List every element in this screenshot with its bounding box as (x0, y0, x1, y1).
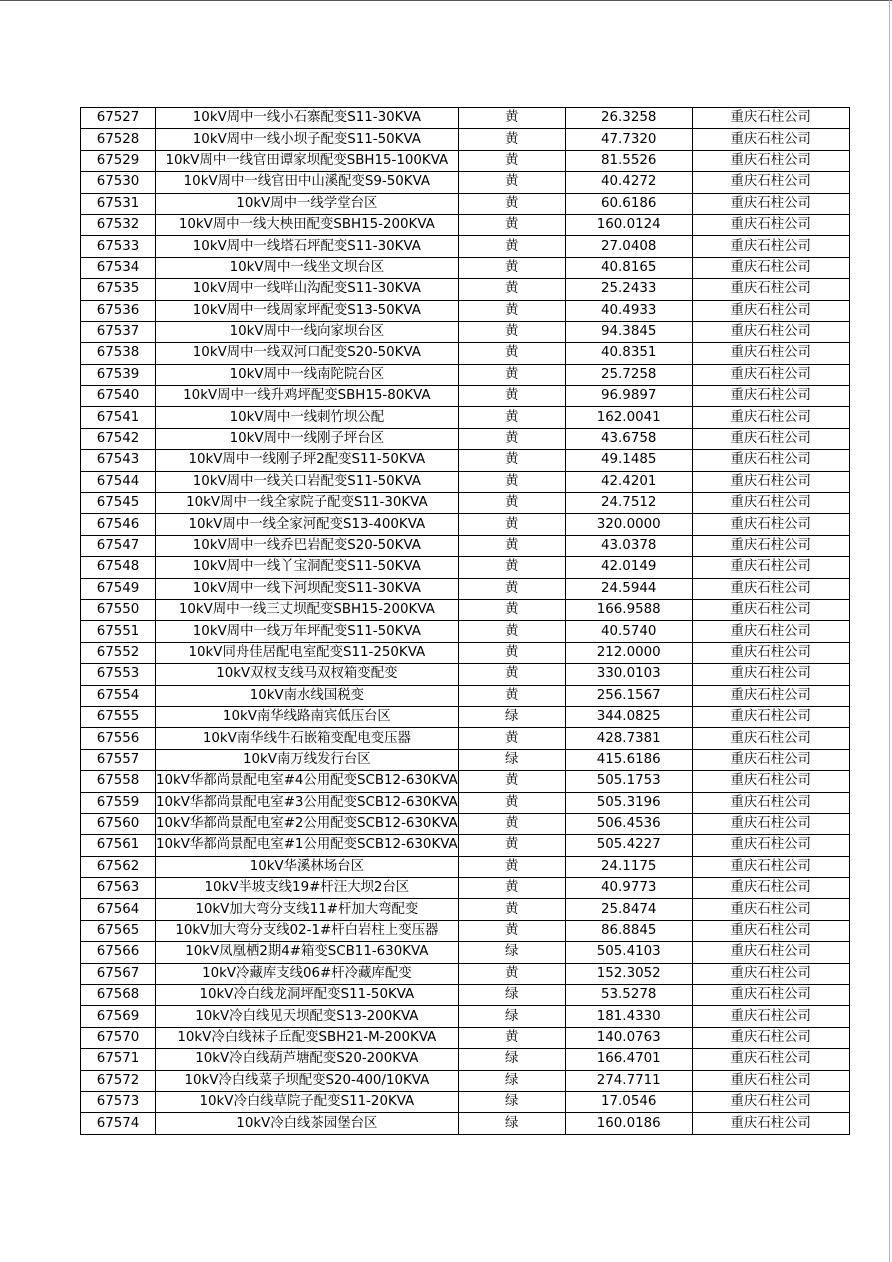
row-id-cell: 67532 (81, 214, 156, 235)
company-cell: 重庆石柱公司 (692, 963, 849, 984)
color-grade-cell: 黄 (458, 471, 565, 492)
company-cell: 重庆石柱公司 (692, 279, 849, 300)
company-cell: 重庆石柱公司 (692, 428, 849, 449)
station-name-cell: 10kV南华线路南宾低压台区 (156, 706, 459, 727)
value-cell: 24.7512 (565, 493, 692, 514)
company-cell: 重庆石柱公司 (692, 450, 849, 471)
station-name-cell: 10kV冷白线见天坝配变S13-200KVA (156, 1006, 459, 1027)
row-id-cell: 67563 (81, 878, 156, 899)
company-cell: 重庆石柱公司 (692, 813, 849, 834)
value-cell: 96.9897 (565, 386, 692, 407)
table-row (81, 813, 850, 834)
table-row (81, 664, 850, 685)
table-row (81, 920, 850, 941)
table-row (81, 257, 850, 278)
value-cell: 40.4272 (565, 172, 692, 193)
color-grade-cell: 绿 (458, 942, 565, 963)
row-id-cell: 67541 (81, 407, 156, 428)
value-cell: 81.5526 (565, 150, 692, 171)
color-grade-cell: 黄 (458, 664, 565, 685)
station-name-cell: 10kV周中一线下河坝配变S11-30KVA (156, 578, 459, 599)
data-table (80, 107, 850, 1135)
table-row (81, 856, 850, 877)
row-id-cell: 67545 (81, 493, 156, 514)
color-grade-cell: 绿 (458, 1113, 565, 1134)
table-row (81, 129, 850, 150)
row-id-cell: 67553 (81, 664, 156, 685)
station-name-cell: 10kV华溪林场台区 (156, 856, 459, 877)
value-cell: 17.0546 (565, 1091, 692, 1112)
value-cell: 40.5740 (565, 621, 692, 642)
color-grade-cell: 黄 (458, 386, 565, 407)
value-cell: 40.9773 (565, 878, 692, 899)
station-name-cell: 10kV周中一线学堂台区 (156, 193, 459, 214)
color-grade-cell: 黄 (458, 835, 565, 856)
company-cell: 重庆石柱公司 (692, 920, 849, 941)
row-id-cell: 67572 (81, 1070, 156, 1091)
table-row (81, 599, 850, 620)
company-cell: 重庆石柱公司 (692, 856, 849, 877)
table-row (81, 493, 850, 514)
value-cell: 25.7258 (565, 364, 692, 385)
color-grade-cell: 黄 (458, 300, 565, 321)
color-grade-cell: 黄 (458, 172, 565, 193)
station-name-cell: 10kV冷白线菜子坝配变S20-400/10KVA (156, 1070, 459, 1091)
color-grade-cell: 绿 (458, 985, 565, 1006)
row-id-cell: 67561 (81, 835, 156, 856)
row-id-cell: 67538 (81, 343, 156, 364)
table-row (81, 364, 850, 385)
table-row (81, 471, 850, 492)
company-cell: 重庆石柱公司 (692, 749, 849, 770)
company-cell: 重庆石柱公司 (692, 386, 849, 407)
row-id-cell: 67548 (81, 557, 156, 578)
company-cell: 重庆石柱公司 (692, 150, 849, 171)
color-grade-cell: 黄 (458, 150, 565, 171)
station-name-cell: 10kV周中一线丫宝洞配变S11-50KVA (156, 557, 459, 578)
table-row (81, 557, 850, 578)
table-row (81, 172, 850, 193)
value-cell: 42.0149 (565, 557, 692, 578)
station-name-cell: 10kV冷白线龙洞坪配变S11-50KVA (156, 985, 459, 1006)
value-cell: 256.1567 (565, 685, 692, 706)
value-cell: 27.0408 (565, 236, 692, 257)
row-id-cell: 67535 (81, 279, 156, 300)
table-row (81, 1006, 850, 1027)
color-grade-cell: 黄 (458, 792, 565, 813)
company-cell: 重庆石柱公司 (692, 621, 849, 642)
station-name-cell: 10kV双杈支线马双杈箱变配变 (156, 664, 459, 685)
color-grade-cell: 黄 (458, 878, 565, 899)
company-cell: 重庆石柱公司 (692, 236, 849, 257)
station-name-cell: 10kV加大弯分支线02-1#杆白岩柱上变压器 (156, 920, 459, 941)
station-name-cell: 10kV周中一线刚子坪台区 (156, 428, 459, 449)
row-id-cell: 67546 (81, 514, 156, 535)
value-cell: 94.3845 (565, 321, 692, 342)
table-row (81, 1027, 850, 1048)
row-id-cell: 67565 (81, 920, 156, 941)
row-id-cell: 67571 (81, 1049, 156, 1070)
station-name-cell: 10kV华都尚景配电室#1公用配变SCB12-630KVA (156, 835, 459, 856)
company-cell: 重庆石柱公司 (692, 493, 849, 514)
table-row (81, 963, 850, 984)
row-id-cell: 67531 (81, 193, 156, 214)
row-id-cell: 67567 (81, 963, 156, 984)
value-cell: 25.2433 (565, 279, 692, 300)
company-cell: 重庆石柱公司 (692, 1049, 849, 1070)
value-cell: 505.4227 (565, 835, 692, 856)
station-name-cell: 10kV周中一线官田谭家坝配变SBH15-100KVA (156, 150, 459, 171)
table-row (81, 428, 850, 449)
station-name-cell: 10kV周中一线坐文坝台区 (156, 257, 459, 278)
row-id-cell: 67557 (81, 749, 156, 770)
color-grade-cell: 黄 (458, 920, 565, 941)
value-cell: 160.0186 (565, 1113, 692, 1134)
color-grade-cell: 黄 (458, 214, 565, 235)
value-cell: 25.8474 (565, 899, 692, 920)
row-id-cell: 67534 (81, 257, 156, 278)
value-cell: 43.6758 (565, 428, 692, 449)
color-grade-cell: 绿 (458, 1070, 565, 1091)
color-grade-cell: 黄 (458, 236, 565, 257)
value-cell: 330.0103 (565, 664, 692, 685)
value-cell: 505.1753 (565, 771, 692, 792)
row-id-cell: 67542 (81, 428, 156, 449)
value-cell: 428.7381 (565, 728, 692, 749)
station-name-cell: 10kV周中一线大柍田配变SBH15-200KVA (156, 214, 459, 235)
table-row (81, 578, 850, 599)
station-name-cell: 10kV周中一线刚子坪2配变S11-50KVA (156, 450, 459, 471)
company-cell: 重庆石柱公司 (692, 407, 849, 428)
color-grade-cell: 黄 (458, 599, 565, 620)
row-id-cell: 67574 (81, 1113, 156, 1134)
company-cell: 重庆石柱公司 (692, 1027, 849, 1048)
station-name-cell: 10kV周中一线双河口配变S20-50KVA (156, 343, 459, 364)
table-row (81, 343, 850, 364)
company-cell: 重庆石柱公司 (692, 300, 849, 321)
station-name-cell: 10kV半坡支线19#杆汪大坝2台区 (156, 878, 459, 899)
row-id-cell: 67529 (81, 150, 156, 171)
color-grade-cell: 黄 (458, 621, 565, 642)
company-cell: 重庆石柱公司 (692, 835, 849, 856)
value-cell: 40.4933 (565, 300, 692, 321)
station-name-cell: 10kV周中一线塔石坪配变S11-30KVA (156, 236, 459, 257)
row-id-cell: 67544 (81, 471, 156, 492)
row-id-cell: 67527 (81, 108, 156, 129)
station-name-cell: 10kV南万线发行台区 (156, 749, 459, 770)
color-grade-cell: 黄 (458, 364, 565, 385)
color-grade-cell: 黄 (458, 193, 565, 214)
company-cell: 重庆石柱公司 (692, 1091, 849, 1112)
row-id-cell: 67549 (81, 578, 156, 599)
color-grade-cell: 黄 (458, 428, 565, 449)
station-name-cell: 10kV冷白线袜子丘配变SBH21-M-200KVA (156, 1027, 459, 1048)
color-grade-cell: 黄 (458, 535, 565, 556)
station-name-cell: 10kV周中一线咩山沟配变S11-30KVA (156, 279, 459, 300)
color-grade-cell: 黄 (458, 685, 565, 706)
row-id-cell: 67558 (81, 771, 156, 792)
company-cell: 重庆石柱公司 (692, 1113, 849, 1134)
value-cell: 505.3196 (565, 792, 692, 813)
station-name-cell: 10kV周中一线万年坪配变S11-50KVA (156, 621, 459, 642)
station-name-cell: 10kV加大弯分支线11#杆加大弯配变 (156, 899, 459, 920)
company-cell: 重庆石柱公司 (692, 664, 849, 685)
row-id-cell: 67559 (81, 792, 156, 813)
color-grade-cell: 黄 (458, 343, 565, 364)
value-cell: 181.4330 (565, 1006, 692, 1027)
row-id-cell: 67562 (81, 856, 156, 877)
value-cell: 49.1485 (565, 450, 692, 471)
row-id-cell: 67570 (81, 1027, 156, 1048)
station-name-cell: 10kV冷白线茶园堡台区 (156, 1113, 459, 1134)
company-cell: 重庆石柱公司 (692, 108, 849, 129)
station-name-cell: 10kV华都尚景配电室#3公用配变SCB12-630KVA (156, 792, 459, 813)
row-id-cell: 67537 (81, 321, 156, 342)
value-cell: 320.0000 (565, 514, 692, 535)
color-grade-cell: 黄 (458, 493, 565, 514)
row-id-cell: 67550 (81, 599, 156, 620)
station-name-cell: 10kV周中一线全家河配变S13-400KVA (156, 514, 459, 535)
company-cell: 重庆石柱公司 (692, 172, 849, 193)
table-row (81, 236, 850, 257)
company-cell: 重庆石柱公司 (692, 364, 849, 385)
row-id-cell: 67551 (81, 621, 156, 642)
company-cell: 重庆石柱公司 (692, 129, 849, 150)
value-cell: 42.4201 (565, 471, 692, 492)
table-row (81, 792, 850, 813)
color-grade-cell: 黄 (458, 514, 565, 535)
table-row (81, 1070, 850, 1091)
color-grade-cell: 黄 (458, 642, 565, 663)
row-id-cell: 67528 (81, 129, 156, 150)
color-grade-cell: 黄 (458, 1027, 565, 1048)
company-cell: 重庆石柱公司 (692, 1070, 849, 1091)
table-row (81, 771, 850, 792)
station-name-cell: 10kV周中一线小坝子配变S11-50KVA (156, 129, 459, 150)
table-row (81, 706, 850, 727)
color-grade-cell: 绿 (458, 1049, 565, 1070)
company-cell: 重庆石柱公司 (692, 578, 849, 599)
station-name-cell: 10kV冷藏库支线06#杆冷藏库配变 (156, 963, 459, 984)
value-cell: 53.5278 (565, 985, 692, 1006)
station-name-cell: 10kV周中一线刺竹坝公配 (156, 407, 459, 428)
value-cell: 140.0763 (565, 1027, 692, 1048)
table-row (81, 878, 850, 899)
row-id-cell: 67530 (81, 172, 156, 193)
table-row (81, 214, 850, 235)
table-row (81, 514, 850, 535)
table-row (81, 749, 850, 770)
value-cell: 86.8845 (565, 920, 692, 941)
row-id-cell: 67566 (81, 942, 156, 963)
table-body (81, 108, 850, 1135)
row-id-cell: 67568 (81, 985, 156, 1006)
table-row (81, 899, 850, 920)
color-grade-cell: 绿 (458, 706, 565, 727)
table-row (81, 535, 850, 556)
station-name-cell: 10kV周中一线周家坪配变S13-50KVA (156, 300, 459, 321)
value-cell: 152.3052 (565, 963, 692, 984)
table-row (81, 193, 850, 214)
value-cell: 26.3258 (565, 108, 692, 129)
value-cell: 506.4536 (565, 813, 692, 834)
value-cell: 24.1175 (565, 856, 692, 877)
row-id-cell: 67539 (81, 364, 156, 385)
color-grade-cell: 黄 (458, 771, 565, 792)
station-name-cell: 10kV周中一线南陀院台区 (156, 364, 459, 385)
row-id-cell: 67556 (81, 728, 156, 749)
company-cell: 重庆石柱公司 (692, 942, 849, 963)
company-cell: 重庆石柱公司 (692, 685, 849, 706)
value-cell: 160.0124 (565, 214, 692, 235)
value-cell: 212.0000 (565, 642, 692, 663)
color-grade-cell: 黄 (458, 813, 565, 834)
color-grade-cell: 绿 (458, 749, 565, 770)
station-name-cell: 10kV周中一线关口岩配变S11-50KVA (156, 471, 459, 492)
station-name-cell: 10kV南华线牛石嵌箱变配电变压器 (156, 728, 459, 749)
color-grade-cell: 黄 (458, 407, 565, 428)
station-name-cell: 10kV周中一线升鸡坪配变SBH15-80KVA (156, 386, 459, 407)
station-name-cell: 10kV周中一线三丈坝配变SBH15-200KVA (156, 599, 459, 620)
company-cell: 重庆石柱公司 (692, 535, 849, 556)
value-cell: 40.8165 (565, 257, 692, 278)
color-grade-cell: 黄 (458, 899, 565, 920)
company-cell: 重庆石柱公司 (692, 557, 849, 578)
table-row (81, 450, 850, 471)
color-grade-cell: 黄 (458, 578, 565, 599)
color-grade-cell: 黄 (458, 279, 565, 300)
table-row (81, 300, 850, 321)
row-id-cell: 67554 (81, 685, 156, 706)
value-cell: 162.0041 (565, 407, 692, 428)
color-grade-cell: 黄 (458, 963, 565, 984)
company-cell: 重庆石柱公司 (692, 706, 849, 727)
row-id-cell: 67573 (81, 1091, 156, 1112)
color-grade-cell: 黄 (458, 129, 565, 150)
value-cell: 166.4701 (565, 1049, 692, 1070)
value-cell: 166.9588 (565, 599, 692, 620)
company-cell: 重庆石柱公司 (692, 878, 849, 899)
table-row (81, 279, 850, 300)
company-cell: 重庆石柱公司 (692, 321, 849, 342)
station-name-cell: 10kV华都尚景配电室#4公用配变SCB12-630KVA (156, 771, 459, 792)
station-name-cell: 10kV周中一线向家坝台区 (156, 321, 459, 342)
company-cell: 重庆石柱公司 (692, 599, 849, 620)
color-grade-cell: 绿 (458, 1006, 565, 1027)
company-cell: 重庆石柱公司 (692, 642, 849, 663)
table-row (81, 685, 850, 706)
company-cell: 重庆石柱公司 (692, 1006, 849, 1027)
value-cell: 274.7711 (565, 1070, 692, 1091)
company-cell: 重庆石柱公司 (692, 257, 849, 278)
row-id-cell: 67533 (81, 236, 156, 257)
row-id-cell: 67569 (81, 1006, 156, 1027)
value-cell: 60.6186 (565, 193, 692, 214)
station-name-cell: 10kV周中一线全家院子配变S11-30KVA (156, 493, 459, 514)
table-row (81, 407, 850, 428)
table-row (81, 108, 850, 129)
row-id-cell: 67552 (81, 642, 156, 663)
table-row (81, 1091, 850, 1112)
station-name-cell: 10kV冷白线葫芦塘配变S20-200KVA (156, 1049, 459, 1070)
table-row (81, 835, 850, 856)
color-grade-cell: 黄 (458, 856, 565, 877)
station-name-cell: 10kV冷白线草院子配变S11-20KVA (156, 1091, 459, 1112)
company-cell: 重庆石柱公司 (692, 471, 849, 492)
station-name-cell: 10kV南水线国税变 (156, 685, 459, 706)
table-row (81, 1049, 850, 1070)
station-name-cell: 10kV周中一线官田中山溪配变S9-50KVA (156, 172, 459, 193)
value-cell: 43.0378 (565, 535, 692, 556)
color-grade-cell: 黄 (458, 257, 565, 278)
table-row (81, 985, 850, 1006)
station-name-cell: 10kV周中一线小石寨配变S11-30KVA (156, 108, 459, 129)
color-grade-cell: 黄 (458, 321, 565, 342)
row-id-cell: 67540 (81, 386, 156, 407)
table-row (81, 642, 850, 663)
table-row (81, 728, 850, 749)
color-grade-cell: 黄 (458, 728, 565, 749)
company-cell: 重庆石柱公司 (692, 343, 849, 364)
station-name-cell: 10kV周中一线乔巴岩配变S20-50KVA (156, 535, 459, 556)
color-grade-cell: 黄 (458, 450, 565, 471)
row-id-cell: 67543 (81, 450, 156, 471)
value-cell: 344.0825 (565, 706, 692, 727)
row-id-cell: 67555 (81, 706, 156, 727)
company-cell: 重庆石柱公司 (692, 899, 849, 920)
page-top-border (0, 0, 892, 1)
station-name-cell: 10kV凤凰栖2期4#箱变SCB11-630KVA (156, 942, 459, 963)
company-cell: 重庆石柱公司 (692, 214, 849, 235)
value-cell: 505.4103 (565, 942, 692, 963)
value-cell: 40.8351 (565, 343, 692, 364)
color-grade-cell: 黄 (458, 108, 565, 129)
row-id-cell: 67536 (81, 300, 156, 321)
row-id-cell: 67547 (81, 535, 156, 556)
company-cell: 重庆石柱公司 (692, 792, 849, 813)
station-name-cell: 10kV同舟佳居配电室配变S11-250KVA (156, 642, 459, 663)
row-id-cell: 67564 (81, 899, 156, 920)
company-cell: 重庆石柱公司 (692, 514, 849, 535)
table-row (81, 1113, 850, 1134)
row-id-cell: 67560 (81, 813, 156, 834)
table-row (81, 321, 850, 342)
color-grade-cell: 黄 (458, 557, 565, 578)
value-cell: 24.5944 (565, 578, 692, 599)
color-grade-cell: 绿 (458, 1091, 565, 1112)
station-name-cell: 10kV华都尚景配电室#2公用配变SCB12-630KVA (156, 813, 459, 834)
company-cell: 重庆石柱公司 (692, 985, 849, 1006)
table-row (81, 386, 850, 407)
value-cell: 415.6186 (565, 749, 692, 770)
table-row (81, 942, 850, 963)
page-right-border (889, 0, 890, 1262)
table-row (81, 621, 850, 642)
table-row (81, 150, 850, 171)
company-cell: 重庆石柱公司 (692, 193, 849, 214)
value-cell: 47.7320 (565, 129, 692, 150)
company-cell: 重庆石柱公司 (692, 728, 849, 749)
company-cell: 重庆石柱公司 (692, 771, 849, 792)
